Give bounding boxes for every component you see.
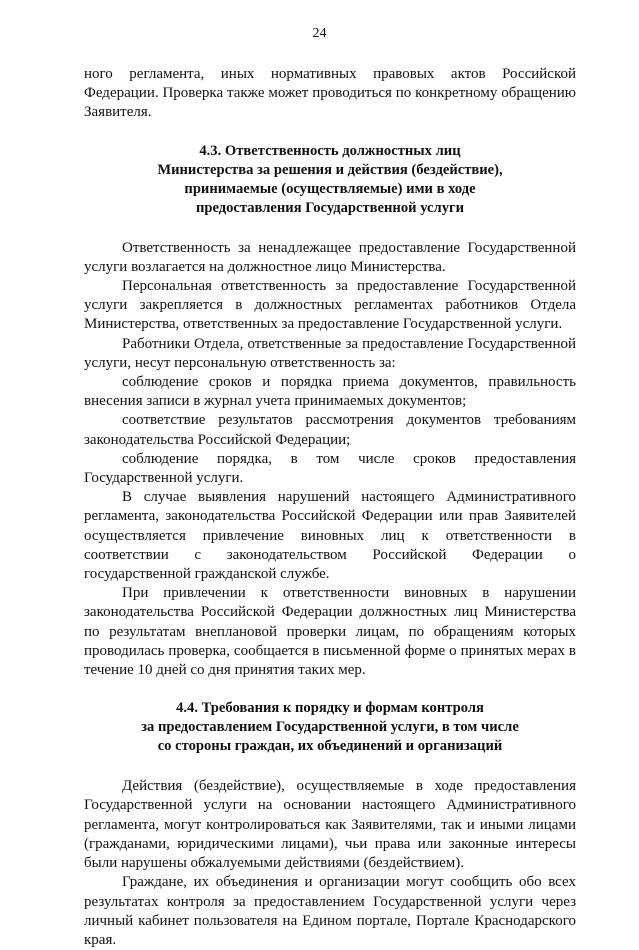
paragraph: Граждане, их объединения и организации могут сообщить обо всех результатах контроля за предоставлением Государственной услуги через личный кабинет пользователя на Едином портале, Портале Краснодарского края. xyxy=(84,874,576,948)
list-paragraph: соответствие результатов рассмотрения документов требованиям законодательства Российской Федерации; xyxy=(84,412,576,448)
opening-paragraph: ного регламента, иных нормативных правовых актов Российской Федерации. Проверка также может проводиться по конкретному обращению Заявителя. xyxy=(84,66,576,121)
page-content xyxy=(84,65,576,950)
section-4-3-heading xyxy=(84,142,576,218)
section-heading-line: предоставления Государственной услуги xyxy=(195,199,465,216)
section-heading-line: принимаемые (осуществляемые) ими в ходе xyxy=(184,180,476,197)
section-heading-line: Министерства за решения и действия (бездействие), xyxy=(157,161,503,178)
section-heading-line: со стороны граждан, их объединений и организаций xyxy=(157,738,503,755)
paragraph: Работники Отдела, ответственные за предоставление Государственной услуги, несут персональную ответственность за: xyxy=(84,335,576,371)
section-4-4-heading xyxy=(84,699,576,756)
section-heading-line: за предоставлением Государственной услуги, в том числе xyxy=(141,719,519,736)
list-paragraph: соблюдение порядка, в том числе сроков предоставления Государственной услуги. xyxy=(84,450,576,487)
paragraph: При привлечении к ответственности виновных в нарушении законодательства Российской Федерации должностных лиц Министерства по результатам внеплановой проверки лицам, по обращениям которых проводилась проверка, сообщается в письменной форме о принятых мерах в течение 10 дней со дня принятия таких мер. xyxy=(84,585,576,679)
paragraph: Ответственность за ненадлежащее предоставление Государственной услуги возлагается на должностное лицо Министерства. xyxy=(84,239,576,275)
paragraph: В случае выявления нарушений настоящего Административного регламента, законодательства Российской Федерации или прав Заявителей осуществляется привлечение виновных лиц к ответственности в соответствии с законодательством Российской Федерации о государственной гражданской службе. xyxy=(84,489,576,583)
list-paragraph: соблюдение сроков и порядка приема документов, правильность внесения записи в журнал учета принимаемых документов; xyxy=(84,374,576,410)
paragraph: Персональная ответственность за предоставление Государственной услуги закрепляется в должностных регламентах работников Отдела Министерства, ответственных за предоставление Государственной услуги. xyxy=(84,278,576,333)
section-heading-line: 4.4. Требования к порядку и формам контроля xyxy=(176,700,484,717)
section-heading-line: 4.3. Ответственность должностных лиц xyxy=(199,142,461,159)
section-4-3-body xyxy=(84,239,576,681)
section-4-4-body xyxy=(84,777,576,950)
page-number: 24 xyxy=(312,26,327,41)
paragraph: Действия (бездействие), осуществляемые в ходе предоставления Государственной услуги на основании настоящего Административного регламента, могут контролироваться как Заявителями, так и иными лицами (гражданами, юридическими лицами), чьи права или законные интересы были нарушены обжалуемыми действиями (бездействием). xyxy=(84,778,576,872)
